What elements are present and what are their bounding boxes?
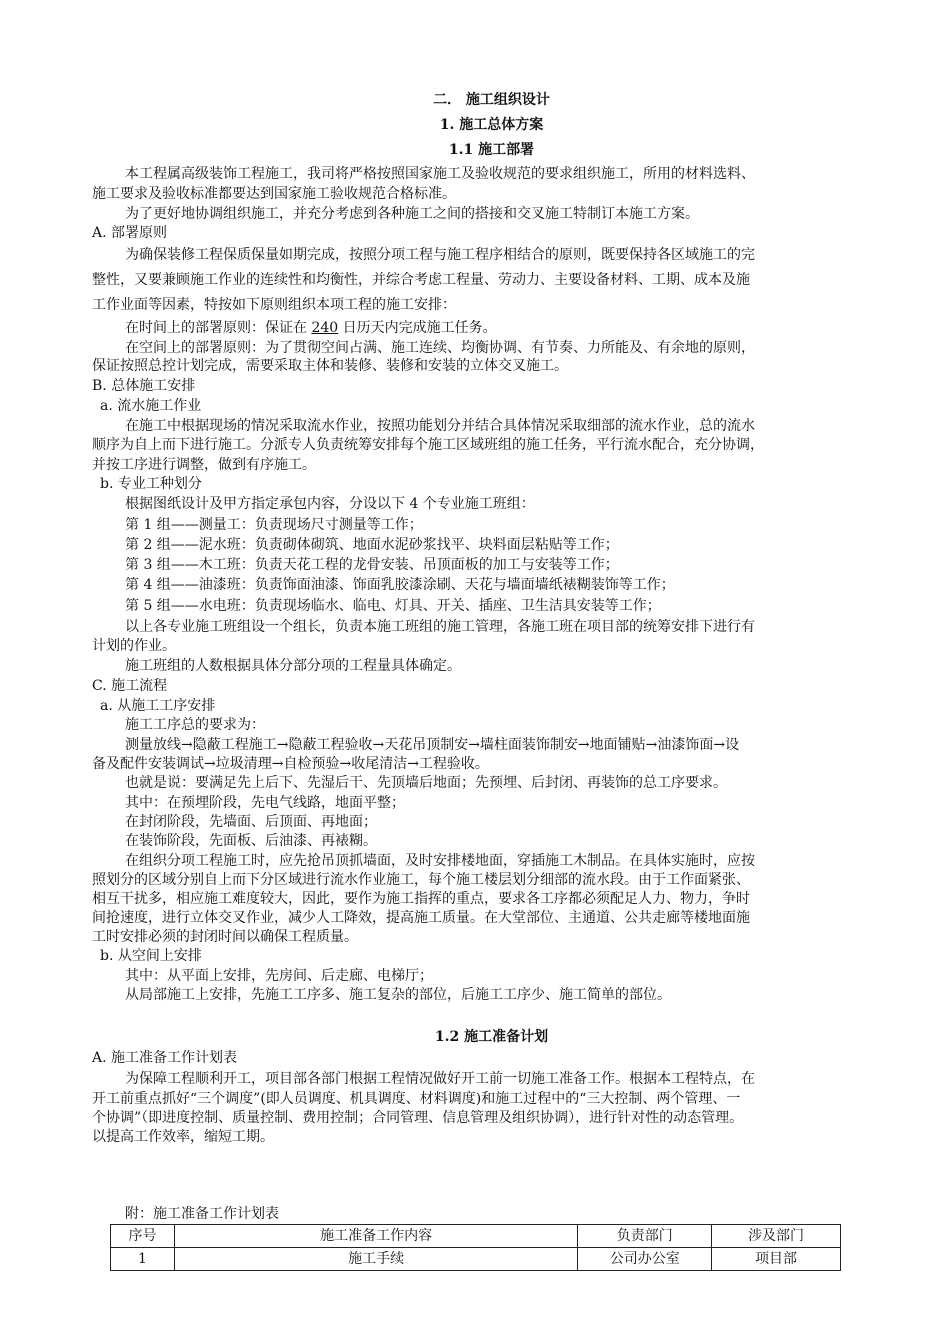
paragraph-line: 计划的作业。 xyxy=(92,638,176,654)
subsubsection-heading: 1.1 施工部署 xyxy=(448,142,535,158)
paragraph-line xyxy=(125,318,497,338)
paragraph-line: 备及配件安装调试→垃圾清理→自检预验→收尾清洁→工程验收。 xyxy=(92,756,489,772)
paragraph-line: 从局部施工上安排，先施工工序多、施工复杂的部位，后施工工序少、施工简单的部位。 xyxy=(125,987,671,1003)
paragraph-line: 测量放线→隐蔽工程施工→隐蔽工程验收→天花吊顶制安→墙柱面装饰制安→地面铺贴→油漆饰面→设 xyxy=(125,737,740,753)
subsection-label: b. 从空间上安排 xyxy=(100,948,202,964)
paragraph-line: 相互干扰多，相应施工难度较大，因此，要作为施工指挥的重点，要求各工序都必须配足人力、物力，争时 xyxy=(92,891,750,907)
paragraph-line: 开工前重点抓好“三个调度”(即人员调度、机具调度、材料调度)和施工过程中的“三大控制、两个管理、一 xyxy=(92,1091,741,1107)
text-fragment: 日历天内完成施工任务。 xyxy=(338,320,497,336)
paragraph-line: 顺序为自上而下进行施工。分派专人负责统筹安排每个施工区域班组的施工任务，平行流水配合，充分协调， xyxy=(92,437,764,453)
group-item: 第 5 组——水电班：负责现场临水、临电、灯具、开关、插座、卫生洁具安装等工作； xyxy=(125,598,661,614)
subsection-label: a. 流水施工作业 xyxy=(100,398,202,414)
table-header-row xyxy=(111,1225,841,1248)
paragraph-line: 为确保装修工程保质保量如期完成，按照分项工程与施工程序相结合的原则，既要保持各区域施工的完 xyxy=(125,247,755,263)
table-caption: 附：施工准备工作计划表 xyxy=(125,1206,279,1222)
table-header-cell: 负责部门 xyxy=(578,1225,712,1248)
subsubsection-heading: 1.2 施工准备计划 xyxy=(434,1029,549,1045)
paragraph-line: 在空间上的部署原则：为了贯彻空间占满、施工连续、均衡协调、有节奏、力所能及、有余地的原则， xyxy=(125,340,755,356)
paragraph-line: 施工班组的人数根据具体分部分项的工程量具体确定。 xyxy=(125,658,461,674)
section-label: C. 施工流程 xyxy=(92,678,168,694)
section-label: B. 总体施工安排 xyxy=(92,378,196,394)
table-cell: 公司办公室 xyxy=(578,1248,712,1271)
paragraph-line: 在封闭阶段，先墙面、后顶面、再地面； xyxy=(125,814,377,830)
group-item: 第 2 组——泥水班：负责砌体砌筑、地面水泥砂浆找平、块料面层粘贴等工作； xyxy=(125,537,619,553)
text-fragment: 在时间上的部署原则：保证在 xyxy=(125,320,312,336)
prep-plan-table xyxy=(110,1224,841,1271)
paragraph-line: 根据图纸设计及甲方指定承包内容，分设以下 4 个专业施工班组： xyxy=(125,496,535,512)
table-cell: 施工手续 xyxy=(174,1248,577,1271)
paragraph-line: 在施工中根据现场的情况采取流水作业，按照功能划分并结合具体情况采取细部的流水作业，总的流水 xyxy=(125,418,755,434)
paragraph-line: 间抢速度，进行立体交叉作业，减少人工降效，提高施工质量。在大堂部位、主通道、公共走廊等楼地面施 xyxy=(92,910,750,926)
paragraph-line: 也就是说：要满足先上后下、先湿后干、先顶墙后地面；先预埋、后封闭、再装饰的总工序要求。 xyxy=(125,775,727,791)
table-row xyxy=(111,1248,841,1271)
days-value: 240 xyxy=(311,320,339,336)
paragraph-line: 为保障工程顺利开工，项目部各部门根据工程情况做好开工前一切施工准备工作。根据本工程特点，在 xyxy=(125,1071,755,1087)
paragraph-line: 本工程属高级装饰工程施工，我司将严格按照国家施工及验收规范的要求组织施工，所用的材料选料、 xyxy=(125,166,755,182)
section-heading: 二． 施工组织设计 xyxy=(433,92,550,108)
group-item: 第 3 组——木工班：负责天花工程的龙骨安装、吊顶面板的加工与安装等工作； xyxy=(125,557,619,573)
paragraph-line: 工作业面等因素，特按如下原则组织本项工程的施工安排： xyxy=(92,297,456,313)
paragraph-line: 其中：在预埋阶段，先电气线路，地面平整； xyxy=(125,795,405,811)
paragraph-line: 并按工序进行调整，做到有序施工。 xyxy=(92,457,316,473)
section-label: A. 部署原则 xyxy=(92,225,168,241)
paragraph-line: 其中：从平面上安排，先房间、后走廊、电梯厅； xyxy=(125,968,433,984)
group-item: 第 1 组——测量工：负责现场尺寸测量等工作； xyxy=(125,517,423,533)
paragraph-line: 以提高工作效率，缩短工期。 xyxy=(92,1129,274,1145)
paragraph-line: 工时安排必须的封闭时间以确保工程质量。 xyxy=(92,929,358,945)
paragraph-line: 整性，又要兼顾施工作业的连续性和均衡性，并综合考虑工程量、劳动力、主要设备材料、工期、成本及施 xyxy=(92,272,750,288)
group-item: 第 4 组——油漆班：负责饰面油漆、饰面乳胶漆涂刷、天花与墙面墙纸裱糊装饰等工作； xyxy=(125,577,675,593)
section-label: A. 施工准备工作计划表 xyxy=(92,1050,238,1066)
paragraph-line: 以上各专业施工班组设一个组长，负责本施工班组的施工管理，各施工班在项目部的统筹安排下进行有 xyxy=(125,619,755,635)
paragraph-line: 在组织分项工程施工时，应先抢吊顶抓墙面，及时安排楼地面，穿插施工木制品。在具体实施时，应按 xyxy=(125,853,755,869)
paragraph-line: 在装饰阶段，先面板、后油漆、再裱糊。 xyxy=(125,833,377,849)
subsection-heading: 1. 施工总体方案 xyxy=(439,117,544,133)
paragraph-line: 个协调”（即进度控制、质量控制、费用控制；合同管理、信息管理及组织协调），进行针对性的动态管理。 xyxy=(92,1110,744,1126)
paragraph-line: 施工要求及验收标准都要达到国家施工验收规范合格标准。 xyxy=(92,186,456,202)
paragraph-line: 照划分的区域分别自上而下分区域进行流水作业施工，每个施工楼层划分细部的流水段。由于工作面紧张、 xyxy=(92,872,750,888)
paragraph-line: 施工工序总的要求为： xyxy=(125,717,265,733)
paragraph-line: 为了更好地协调组织施工，并充分考虑到各种施工之间的搭接和交叉施工特制订本施工方案。 xyxy=(125,206,699,222)
subsection-label: a. 从施工工序安排 xyxy=(100,698,216,714)
table-cell: 项目部 xyxy=(712,1248,841,1271)
table-header-cell: 施工准备工作内容 xyxy=(174,1225,577,1248)
table-header-cell: 序号 xyxy=(111,1225,175,1248)
paragraph-line: 保证按照总控计划完成，需要采取主体和装修、装修和安装的立体交叉施工。 xyxy=(92,358,568,374)
subsection-label: b. 专业工种划分 xyxy=(100,476,202,492)
table-header-cell: 涉及部门 xyxy=(712,1225,841,1248)
table-cell: 1 xyxy=(111,1248,175,1271)
